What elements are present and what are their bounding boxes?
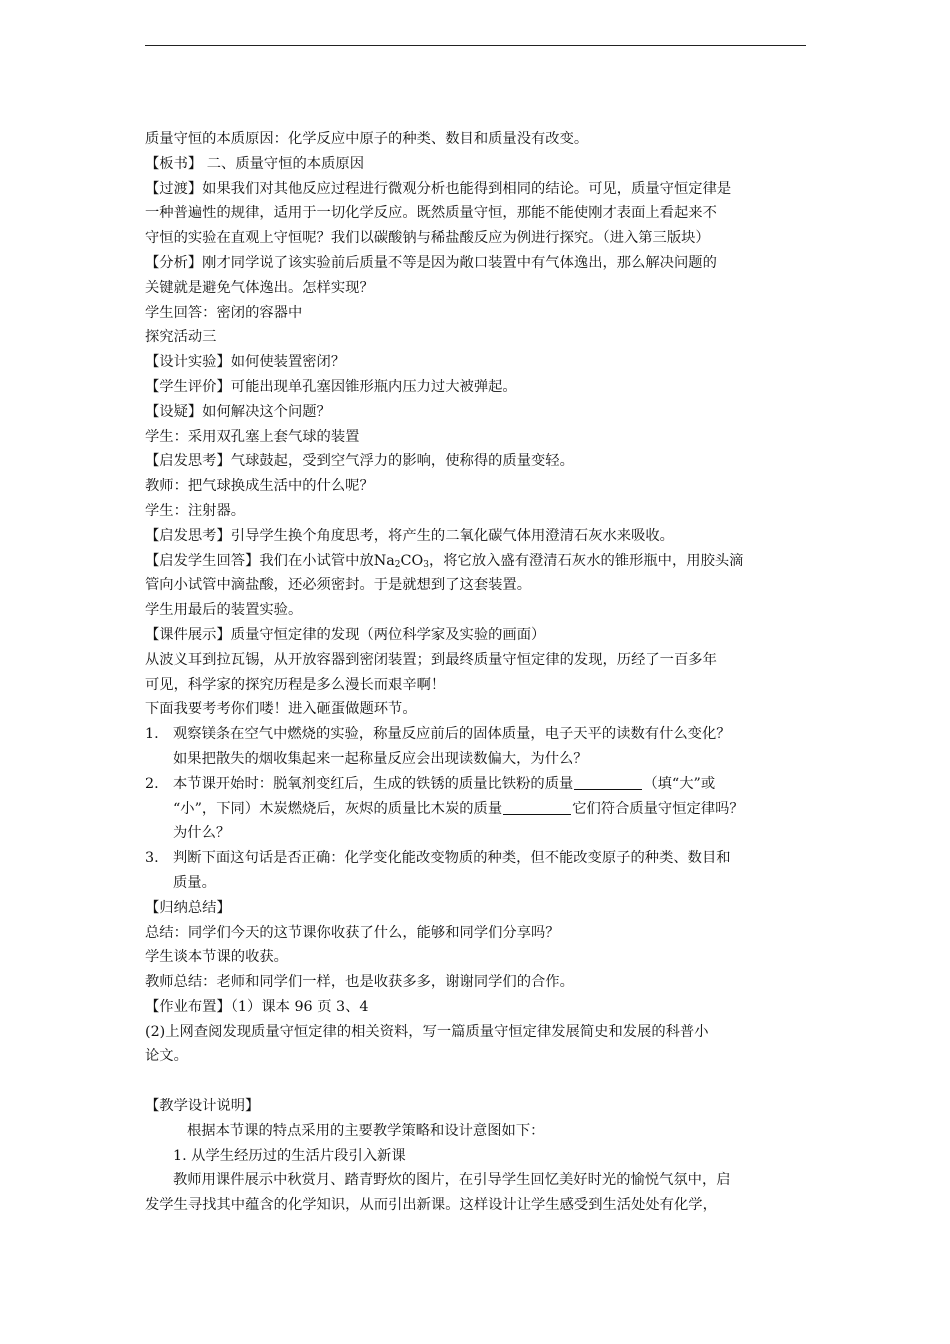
answer-blank[interactable] <box>574 775 642 790</box>
text-line: 1. 从学生经历过的生活片段引入新课 <box>173 1147 406 1164</box>
text-line: 【启发思考】气球鼓起，受到空气浮力的影响，使称得的质量变轻。 <box>145 453 574 470</box>
text-line: 发学生寻找其中蕴含的化学知识，从而引出新课。这样设计让学生感受到生活处处有化学， <box>145 1197 717 1214</box>
text-line: 【设疑】如何解决这个问题？ <box>145 403 331 420</box>
question-text: “小”，下同）木炭燃烧后，灰烬的质量比木炭的质量 <box>173 800 503 817</box>
question-2-cont <box>145 797 810 822</box>
subscript: 3 <box>423 559 429 570</box>
text-line: 总结：同学们今天的这节课你收获了什么，能够和同学们分享吗？ <box>145 924 560 941</box>
question-number: 2. <box>145 775 159 792</box>
text-line: 一种普遍性的规律，适用于一切化学反应。既然质量守恒，那能不能使刚才表面上看起来不 <box>145 205 717 222</box>
text-line: 关键就是避免气体逸出。怎样实现？ <box>145 279 374 296</box>
question-1-cont: 如果把散失的烟收集起来一起称量反应会出现读数偏大，为什么？ <box>173 750 588 767</box>
text-line: 【课件展示】质量守恒定律的发现（两位科学家及实验的画面） <box>145 626 546 643</box>
text-line: 学生谈本节课的收获。 <box>145 949 288 966</box>
text-line: 教师总结：老师和同学们一样，也是收获多多，谢谢同学们的合作。 <box>145 974 574 991</box>
text-line: (2)上网查阅发现质量守恒定律的相关资料，写一篇质量守恒定律发展简史和发展的科普小 <box>145 1023 709 1040</box>
text-line: 学生用最后的装置实验。 <box>145 602 303 619</box>
text-line: 下面我要考考你们喽！进入砸蛋做题环节。 <box>145 701 417 718</box>
question-text: 观察镁条在空气中燃烧的实验，称量反应前后的固体质量，电子天平的读数有什么变化？ <box>173 726 731 743</box>
text-line: 可见，科学家的探究历程是多么漫长而艰辛啊！ <box>145 676 446 693</box>
text-line: 从波义耳到拉瓦锡，从开放容器到密闭装置；到最终质量守恒定律的发现，历经了一百多年 <box>145 651 717 668</box>
text-line: 学生：注射器。 <box>145 502 246 519</box>
paragraph-gap <box>145 1069 810 1094</box>
document-body <box>145 127 810 1218</box>
text-line: 【板书】 二、质量守恒的本质原因 <box>145 155 364 172</box>
section-heading: 【教学设计说明】 <box>145 1098 260 1115</box>
text-line: 探究活动三 <box>145 329 217 346</box>
text-run: ，将它放入盛有澄清石灰水的锥形瓶中，用胶头滴 <box>428 552 744 569</box>
text-line: 管向小试管中滴盐酸，还必须密封。于是就想到了这套装置。 <box>145 577 532 594</box>
text-run: CO <box>400 552 424 569</box>
header-rule <box>145 45 806 46</box>
text-line: 【作业布置】（1）课本 96 页 3、4 <box>145 998 369 1015</box>
question-number: 1. <box>145 726 159 743</box>
question-2-cont: 为什么？ <box>173 825 231 842</box>
text-line: 【学生评价】可能出现单孔塞因锥形瓶内压力过大被弹起。 <box>145 378 517 395</box>
text-line: 【启发思考】引导学生换个角度思考，将产生的二氧化碳气体用澄清石灰水来吸收。 <box>145 527 674 544</box>
question-text: 本节课开始时：脱氧剂变红后，生成的铁锈的质量比铁粉的质量 <box>173 775 574 792</box>
question-text: 它们符合质量守恒定律吗？ <box>572 800 744 817</box>
text-line: 根据本节课的特点采用的主要教学策略和设计意图如下： <box>187 1122 545 1139</box>
text-line: 【分析】刚才同学说了该实验前后质量不等是因为敞口装置中有气体逸出，那么解决问题的 <box>145 254 717 271</box>
text-line: 学生：采用双孔塞上套气球的装置 <box>145 428 360 445</box>
text-line: 学生回答：密闭的容器中 <box>145 304 303 321</box>
question-text: 判断下面这句话是否正确：化学变化能改变物质的种类，但不能改变原子的种类、数目和 <box>173 850 731 867</box>
text-line: 教师：把气球换成生活中的什么呢？ <box>145 478 374 495</box>
subscript: 2 <box>394 559 401 570</box>
question-2 <box>145 772 810 797</box>
text-line: 守恒的实验在直观上守恒呢？我们以碳酸钠与稀盐酸反应为例进行探究。（进入第三版块） <box>145 230 710 247</box>
text-line <box>145 549 810 574</box>
text-line: 论文。 <box>145 1048 188 1065</box>
text-line: 【过渡】如果我们对其他反应过程进行微观分析也能得到相同的结论。可见，质量守恒定律是 <box>145 180 732 197</box>
question-3 <box>145 846 810 871</box>
question-text: （填“大”或 <box>643 775 716 792</box>
text-line: 质量守恒的本质原因：化学反应中原子的种类、数目和质量没有改变。 <box>145 131 589 147</box>
text-run: 【启发学生回答】我们在小试管中放Na <box>145 552 395 569</box>
question-number: 3. <box>145 850 159 867</box>
section-heading: 【归纳总结】 <box>145 899 231 916</box>
question-3-cont: 质量。 <box>173 874 216 891</box>
answer-blank[interactable] <box>503 800 571 815</box>
question-1 <box>145 722 810 747</box>
text-line: 教师用课件展示中秋赏月、踏青野炊的图片，在引导学生回忆美好时光的愉悦气氛中，启 <box>173 1172 731 1189</box>
text-line: 【设计实验】如何使装置密闭？ <box>145 354 346 371</box>
